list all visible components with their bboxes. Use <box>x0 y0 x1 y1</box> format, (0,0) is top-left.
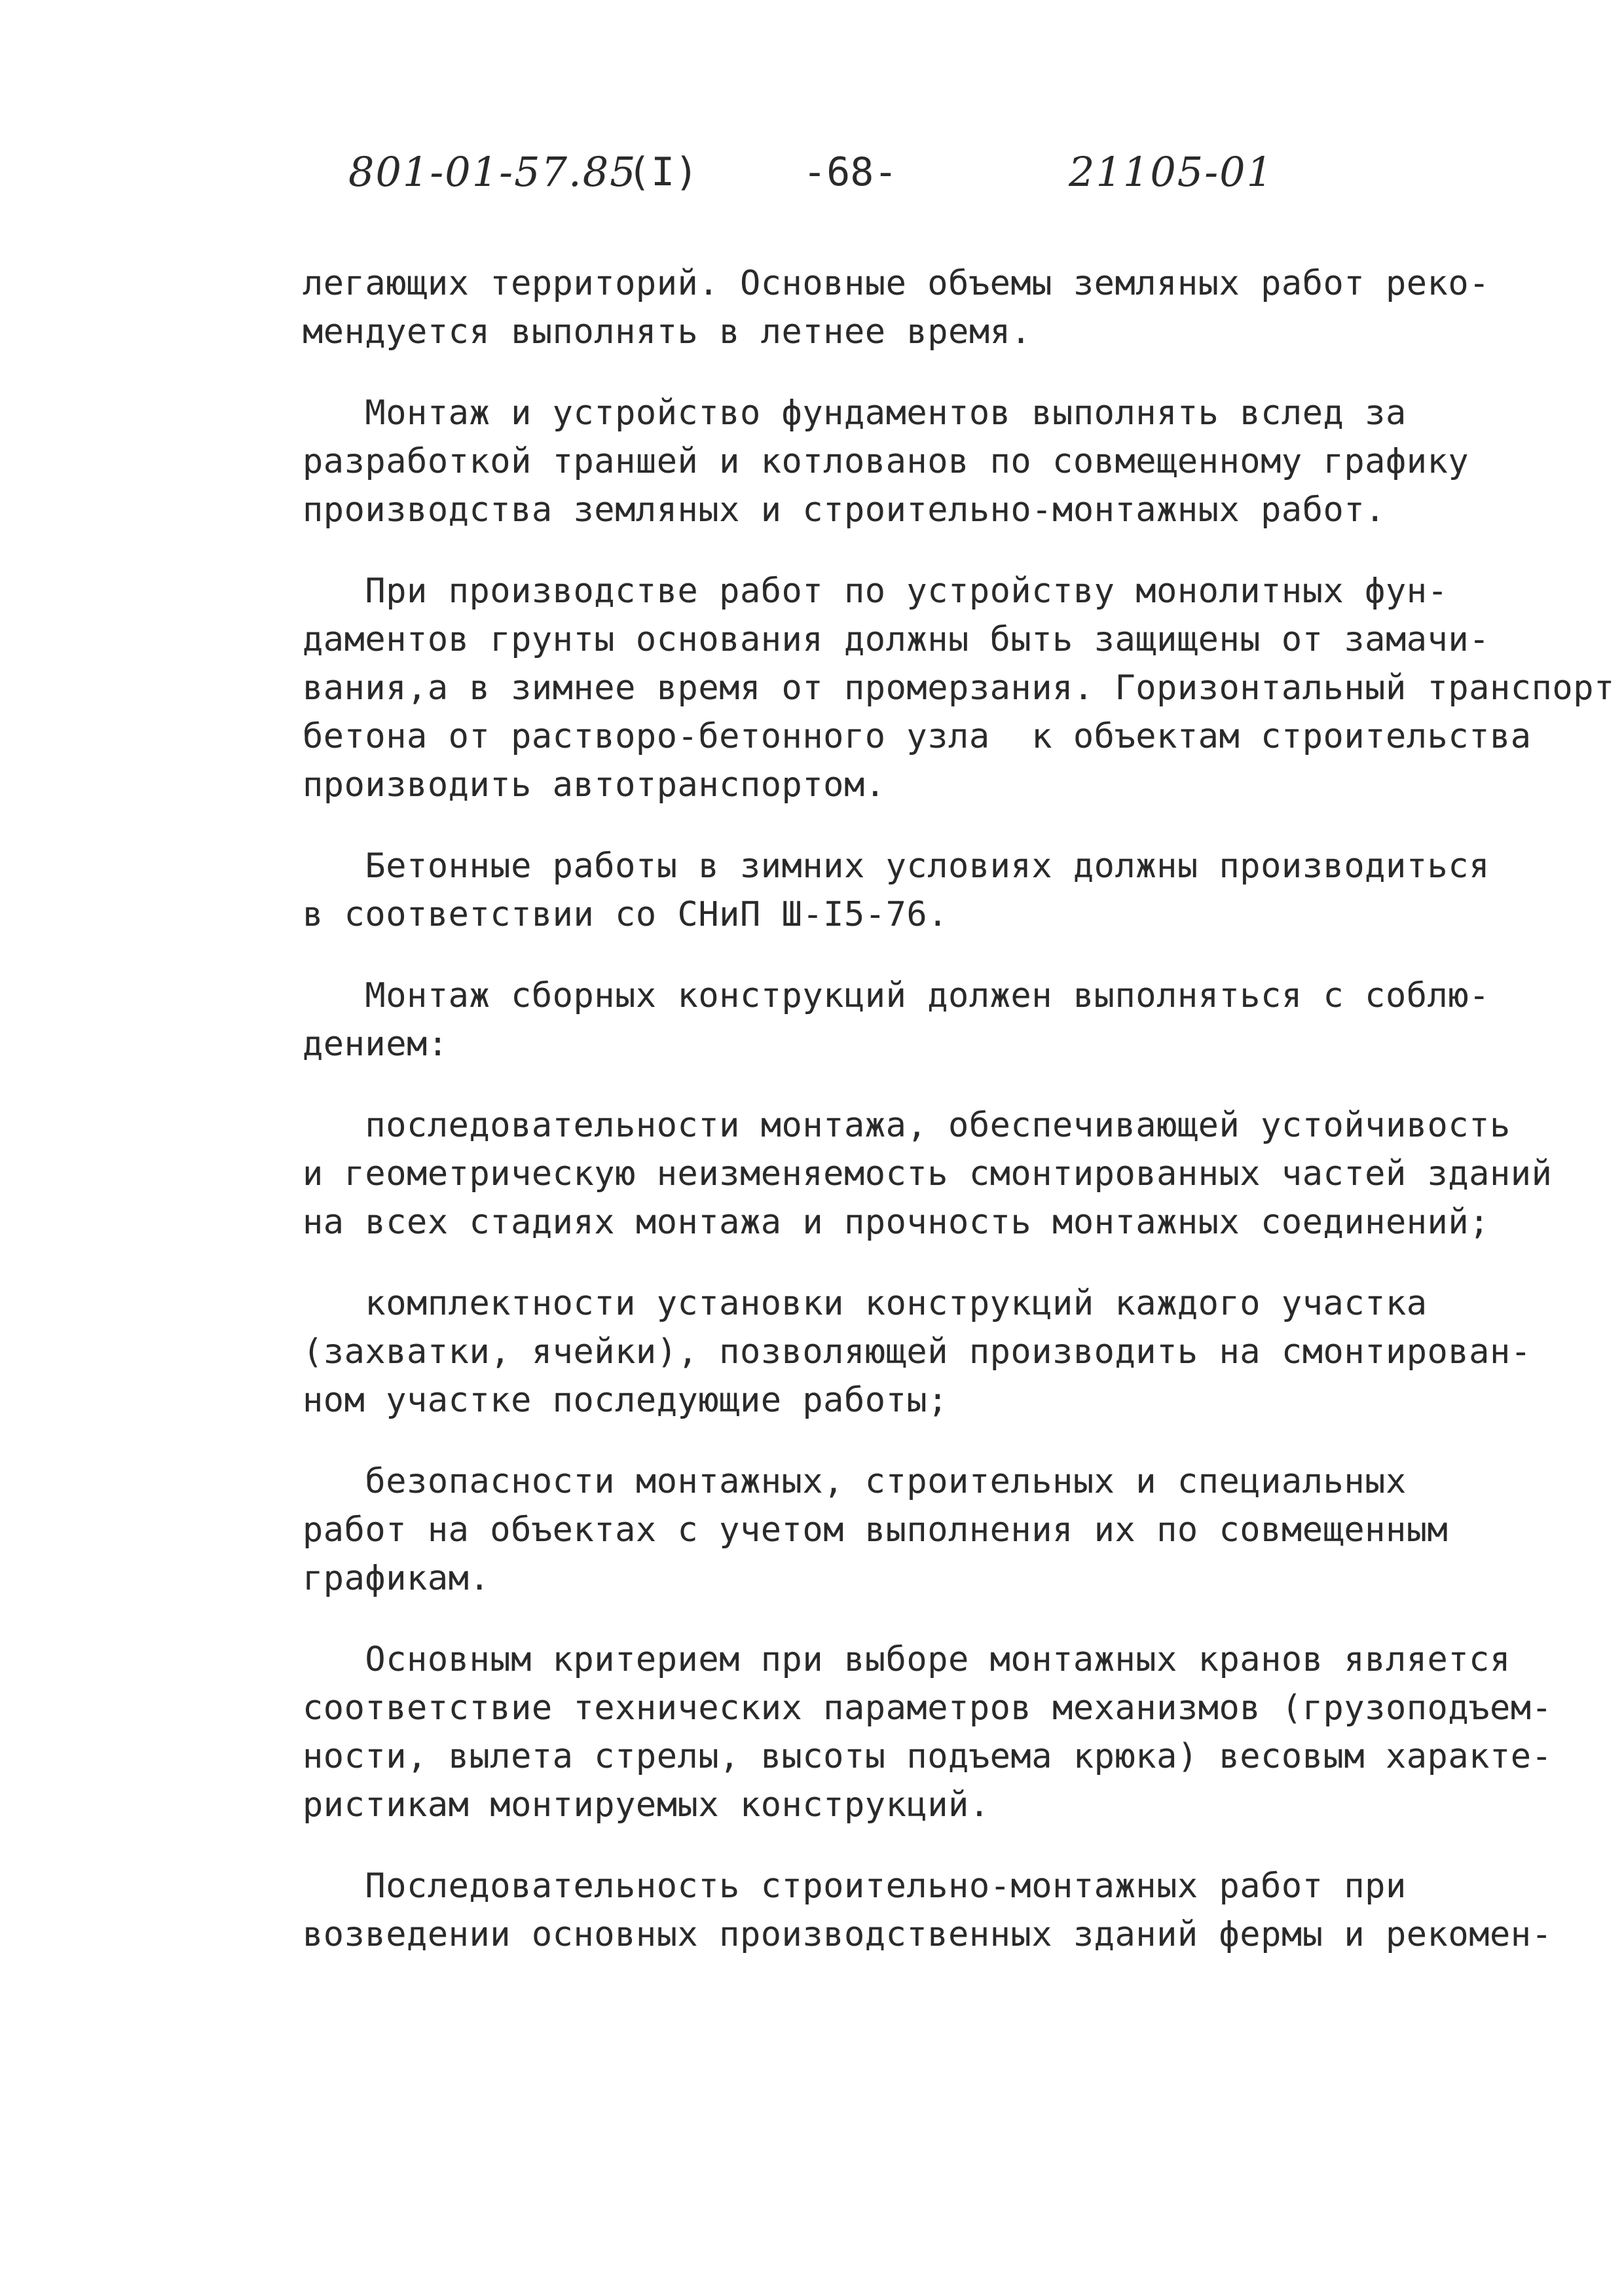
text-line: (захватки, ячейки), позволяющей производить на смонтирован- <box>303 1332 1532 1372</box>
page-number: -68- <box>803 149 898 195</box>
text-line: ристикам монтируемых конструкций. <box>303 1785 990 1825</box>
text-line: безопасности монтажных, строительных и специальных <box>303 1462 1407 1501</box>
text-line: При производстве работ по устройству монолитных фун- <box>303 572 1449 611</box>
text-line: мендуется выполнять в летнее время. <box>303 312 1032 352</box>
text-line: вания,а в зимнее время от промерзания. Горизонтальный транспорт <box>303 668 1615 708</box>
text-line: даментов грунты основания должны быть защищены от замачи- <box>303 620 1490 659</box>
document-code: 801-01-57.85 <box>348 148 637 196</box>
paragraph <box>303 972 1579 1068</box>
paragraph <box>303 1862 1579 1959</box>
paragraph <box>303 842 1579 939</box>
text-line: Монтаж и устройство фундаментов выполнять вслед за <box>303 393 1407 433</box>
text-line: возведении основных производственных зданий фермы и рекомен- <box>303 1915 1553 1954</box>
text-line: последовательности монтажа, обеспечивающей устойчивость <box>303 1106 1511 1145</box>
text-line: Бетонные работы в зимних условиях должны производиться <box>303 847 1490 886</box>
text-line: Последовательность строительно-монтажных работ при <box>303 1867 1407 1906</box>
document-part: (I) <box>627 149 699 195</box>
paragraph <box>303 1101 1579 1247</box>
paragraph <box>303 389 1579 534</box>
paragraph <box>303 259 1579 356</box>
paragraph <box>303 567 1615 809</box>
text-line: на всех стадиях монтажа и прочность монтажных соединений; <box>303 1203 1490 1242</box>
paragraph <box>303 1457 1579 1603</box>
text-line: ности, вылета стрелы, высоты подъема крюка) весовым характе- <box>303 1737 1553 1776</box>
paragraph <box>303 1635 1579 1829</box>
text-line: соответствие технических параметров механизмов (грузоподъем- <box>303 1688 1553 1728</box>
text-line: работ на объектах с учетом выполнения их по совмещенным <box>303 1510 1449 1550</box>
text-line: комплектности установки конструкций каждого участка <box>303 1284 1428 1323</box>
text-line: разработкой траншей и котлованов по совмещенному графику <box>303 442 1469 481</box>
text-line: и геометрическую неизменяемость смонтированных частей зданий <box>303 1154 1553 1194</box>
document-number: 21105-01 <box>1069 148 1274 196</box>
text-line: ном участке последующие работы; <box>303 1381 949 1420</box>
text-line: Монтаж сборных конструкций должен выполняться с соблю- <box>303 976 1490 1015</box>
document-body <box>303 259 1615 1992</box>
paragraph <box>303 1279 1579 1425</box>
text-line: Основным критерием при выборе монтажных кранов является <box>303 1640 1511 1679</box>
text-line: производить автотранспортом. <box>303 765 886 805</box>
text-line: графикам. <box>303 1559 490 1598</box>
text-line: легающих территорий. Основные объемы земляных работ реко- <box>303 264 1490 303</box>
text-line: производства земляных и строительно-монтажных работ. <box>303 490 1386 530</box>
text-line: бетона от растворо-бетонного узла к объектам строительства <box>303 717 1532 756</box>
text-line: в соответствии со СНиП Ш-I5-76. <box>303 895 949 934</box>
text-line: дением: <box>303 1025 449 1064</box>
